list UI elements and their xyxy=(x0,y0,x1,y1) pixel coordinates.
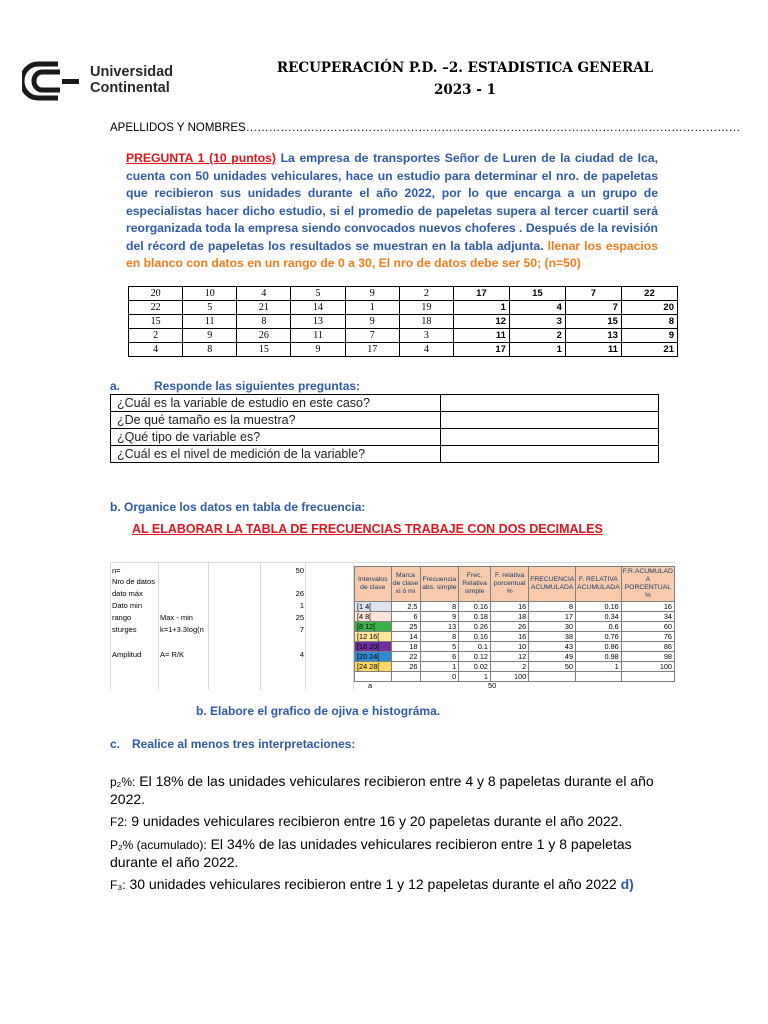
freq-interval-cell[interactable] xyxy=(355,672,392,682)
data-cell[interactable]: 10 xyxy=(183,287,237,301)
data-cell[interactable]: 17 xyxy=(453,287,509,301)
interpretation-1 xyxy=(110,773,680,808)
freq-cell[interactable]: 26 xyxy=(391,662,420,672)
logo-line1: Universidad xyxy=(90,64,173,80)
sheet-left-label: Dato min xyxy=(112,601,143,610)
sheet-left-formula: Max - min xyxy=(160,613,193,622)
logo-line2: Continental xyxy=(90,80,170,96)
data-table xyxy=(128,286,678,357)
freq-cell[interactable]: 1 xyxy=(459,672,491,682)
data-cell[interactable]: 22 xyxy=(129,301,183,315)
data-cell[interactable]: 21 xyxy=(621,343,677,357)
data-cell[interactable]: 11 xyxy=(291,329,345,343)
freq-cell[interactable]: 6 xyxy=(420,652,459,662)
interpretation-text: 30 unidades vehiculares recibieron entre 1 y 12 papeletas durante el año 2022 xyxy=(125,876,621,892)
sheet-left-value: 25 xyxy=(295,613,304,622)
freq-cell[interactable]: 18 xyxy=(391,642,420,652)
data-cell[interactable]: 4 xyxy=(509,301,565,315)
freq-cell[interactable]: 50 xyxy=(529,662,576,672)
freq-cell[interactable]: 12 xyxy=(490,652,528,662)
freq-cell[interactable]: 0.76 xyxy=(576,632,622,642)
sheet-left-label: n= xyxy=(112,566,121,575)
data-cell[interactable]: 9 xyxy=(291,343,345,357)
data-cell[interactable]: 1 xyxy=(345,301,399,315)
data-cell[interactable]: 17 xyxy=(345,343,399,357)
data-cell[interactable]: 2 xyxy=(399,287,453,301)
freq-row xyxy=(355,652,675,662)
data-cell[interactable]: 9 xyxy=(621,329,677,343)
sheet-left-label: rango xyxy=(112,613,132,622)
apellidos-field[interactable]: APELLIDOS Y NOMBRES………………………………………………………………………………………………………………… xyxy=(110,122,741,134)
freq-cell[interactable] xyxy=(391,672,420,682)
freq-cell[interactable]: 13 xyxy=(420,622,459,632)
freq-cell[interactable]: 10 xyxy=(490,642,528,652)
question-cell: ¿Cuál es la variable de estudio en este caso? xyxy=(111,395,441,412)
data-cell[interactable]: 13 xyxy=(565,329,621,343)
question-row xyxy=(111,412,659,429)
freq-interval-cell[interactable]: [12 16[ xyxy=(355,632,392,642)
question-row xyxy=(111,429,659,446)
answer-cell[interactable] xyxy=(441,412,659,429)
logo-text xyxy=(90,64,173,96)
freq-header-cell: FRECUENCIA ACUMULADA xyxy=(529,567,576,602)
freq-row xyxy=(355,612,675,622)
data-cell[interactable]: 12 xyxy=(453,315,509,329)
data-cell[interactable]: 15 xyxy=(237,343,291,357)
sheet-left-value: 4 xyxy=(299,650,304,659)
section-c-title xyxy=(110,737,355,751)
data-cell[interactable]: 8 xyxy=(621,315,677,329)
sheet-left-value: 1 xyxy=(299,601,304,610)
freq-row xyxy=(355,672,675,682)
data-cell[interactable]: 7 xyxy=(565,287,621,301)
data-cell[interactable]: 11 xyxy=(183,315,237,329)
freq-cell[interactable]: 0.16 xyxy=(576,602,622,612)
data-cell[interactable]: 2 xyxy=(129,329,183,343)
freq-interval-cell[interactable]: [4 8[ xyxy=(355,612,392,622)
freq-cell[interactable]: 0.18 xyxy=(459,612,491,622)
data-cell[interactable]: 7 xyxy=(345,329,399,343)
data-cell[interactable]: 15 xyxy=(565,315,621,329)
section-a-letter: a. xyxy=(110,379,121,393)
pregunta-instruction: llenar los espacios en blanco con datos en un rango de 0 a 30, El nro de datos debe ser 50; (n=50) xyxy=(126,238,658,270)
freq-cell[interactable]: 8 xyxy=(529,602,576,612)
interpretation-text: El 34% de las unidades vehiculares recibieron entre 1 y 8 papeletas durante el año 2022. xyxy=(110,836,632,870)
question-cell: ¿Qué tipo de variable es? xyxy=(111,429,441,446)
data-cell[interactable]: 7 xyxy=(565,301,621,315)
document-year: 2023 - 1 xyxy=(434,82,496,98)
freq-header-cell: Frec. Relativa simple xyxy=(459,567,491,602)
freq-cell[interactable]: 1 xyxy=(420,662,459,672)
section-a-text: Responde las siguientes preguntas: xyxy=(154,379,361,393)
freq-cell[interactable]: 0.6 xyxy=(576,622,622,632)
freq-cell[interactable]: 9 xyxy=(420,612,459,622)
freq-cell[interactable]: 16 xyxy=(621,602,674,612)
freq-cell[interactable]: 0.16 xyxy=(459,602,491,612)
data-cell[interactable]: 22 xyxy=(621,287,677,301)
freq-cell[interactable]: 100 xyxy=(621,662,674,672)
data-cell[interactable]: 17 xyxy=(453,343,509,357)
decimals-warning: AL ELABORAR LA TABLA DE FRECUENCIAS TRABAJE CON DOS DECIMALES xyxy=(132,522,603,536)
freq-cell[interactable]: 18 xyxy=(490,612,528,622)
question-row xyxy=(111,446,659,463)
freq-header-cell: Frecuencia abs. simple xyxy=(420,567,459,602)
data-cell[interactable]: 4 xyxy=(399,343,453,357)
section-c-letter: c. xyxy=(110,737,121,751)
freq-cell[interactable]: 16 xyxy=(490,632,528,642)
data-cell[interactable]: 9 xyxy=(345,315,399,329)
freq-interval-cell[interactable]: [24 28[ xyxy=(355,662,392,672)
interpretation-label: F2: xyxy=(110,815,128,829)
data-cell[interactable]: 15 xyxy=(129,315,183,329)
data-cell[interactable]: 21 xyxy=(237,301,291,315)
sheet-left-label: Nro de datos xyxy=(112,577,155,586)
frequency-table xyxy=(354,566,675,682)
freq-header-cell: F. relativa porcentual % xyxy=(490,567,528,602)
interpretation-2 xyxy=(110,813,680,831)
interpretation-text: El 18% de las unidades vehiculares recibieron entre 4 y 8 papeletas durante el año 2022. xyxy=(110,773,654,807)
data-cell[interactable]: 19 xyxy=(399,301,453,315)
data-row xyxy=(129,287,678,301)
data-cell[interactable]: 4 xyxy=(129,343,183,357)
freq-row xyxy=(355,602,675,612)
data-cell[interactable]: 9 xyxy=(345,287,399,301)
sheet-left-value: 50 xyxy=(295,566,304,575)
data-cell[interactable]: 4 xyxy=(237,287,291,301)
freq-cell[interactable]: 60 xyxy=(621,622,674,632)
pregunta-label: PREGUNTA 1 (10 puntos) xyxy=(126,151,276,165)
data-cell[interactable]: 9 xyxy=(183,329,237,343)
sheet-left-label: sturges xyxy=(112,625,137,634)
sheet-left-value: 7 xyxy=(299,625,304,634)
freq-cell[interactable]: 38 xyxy=(529,632,576,642)
data-cell[interactable]: 26 xyxy=(237,329,291,343)
freq-cell[interactable]: 2.5 xyxy=(391,602,420,612)
data-cell[interactable]: 8 xyxy=(237,315,291,329)
interpretation-suffix: d) xyxy=(620,876,634,892)
pregunta-1 xyxy=(126,150,658,273)
answer-cell[interactable] xyxy=(441,446,659,463)
freq-cell[interactable]: 22 xyxy=(391,652,420,662)
freq-cell[interactable] xyxy=(576,672,622,682)
freq-cell[interactable] xyxy=(621,672,674,682)
interpretation-text: 9 unidades vehiculares recibieron entre 16 y 20 papeletas durante el año 2022. xyxy=(127,813,623,829)
data-cell[interactable]: 2 xyxy=(509,329,565,343)
data-row xyxy=(129,301,678,315)
interpretation-label: F₃: xyxy=(110,878,126,892)
freq-cell[interactable]: 0.12 xyxy=(459,652,491,662)
data-cell[interactable]: 13 xyxy=(291,315,345,329)
data-cell[interactable]: 20 xyxy=(621,301,677,315)
question-row xyxy=(111,395,659,412)
freq-cell[interactable]: 14 xyxy=(391,632,420,642)
freq-interval-cell[interactable]: [1 4[ xyxy=(355,602,392,612)
data-row xyxy=(129,343,678,357)
freq-cell[interactable]: 1 xyxy=(576,662,622,672)
interpretation-label: P₂% (acumulado): xyxy=(110,838,207,852)
freq-cell[interactable]: 16 xyxy=(490,602,528,612)
freq-cell[interactable]: 0.98 xyxy=(576,652,622,662)
freq-cell[interactable]: 98 xyxy=(621,652,674,662)
section-a-title xyxy=(110,379,360,393)
sheet-bottom-mark: a xyxy=(368,681,373,690)
freq-row xyxy=(355,632,675,642)
question-cell: ¿De qué tamaño es la muestra? xyxy=(111,412,441,429)
freq-interval-cell[interactable]: [8 12[ xyxy=(355,622,392,632)
freq-cell[interactable]: 26 xyxy=(490,622,528,632)
data-cell[interactable]: 18 xyxy=(399,315,453,329)
freq-cell[interactable]: 0.86 xyxy=(576,642,622,652)
freq-cell[interactable]: 17 xyxy=(529,612,576,622)
freq-row xyxy=(355,642,675,652)
freq-cell[interactable]: 76 xyxy=(621,632,674,642)
data-cell[interactable]: 1 xyxy=(453,301,509,315)
question-cell: ¿Cuál es el nivel de medición de la variable? xyxy=(111,446,441,463)
interpretation-4 xyxy=(110,876,680,894)
freq-cell[interactable]: 86 xyxy=(621,642,674,652)
frequency-spreadsheet xyxy=(110,562,675,692)
sheet-left-label: Amplitud xyxy=(112,650,142,659)
sheet-left-formula: A= R/K xyxy=(160,650,184,659)
section-b-title: b. Organice los datos en tabla de frecuencia: xyxy=(110,500,366,514)
data-cell[interactable]: 11 xyxy=(565,343,621,357)
sheet-left-formula: k=1+3.3log(n xyxy=(160,625,204,634)
freq-header-cell: F. RELATIVA ACUMULADA xyxy=(576,567,622,602)
answer-cell[interactable] xyxy=(441,395,659,412)
section-c-text: Realice al menos tres interpretaciones: xyxy=(132,737,356,751)
sheet-left-value: 26 xyxy=(295,589,304,598)
freq-interval-cell[interactable]: [16 20[ xyxy=(355,642,392,652)
data-row xyxy=(129,315,678,329)
freq-cell[interactable]: 0.16 xyxy=(459,632,491,642)
freq-cell[interactable]: 0.26 xyxy=(459,622,491,632)
freq-cell[interactable]: 0.1 xyxy=(459,642,491,652)
freq-row xyxy=(355,662,675,672)
data-cell[interactable]: 8 xyxy=(183,343,237,357)
freq-cell[interactable] xyxy=(529,672,576,682)
data-cell[interactable]: 11 xyxy=(453,329,509,343)
freq-cell[interactable]: 0.34 xyxy=(576,612,622,622)
interpretation-label: p₂%: xyxy=(110,775,136,789)
sheet-bottom-mark: 50 xyxy=(488,681,497,690)
freq-row xyxy=(355,622,675,632)
freq-cell[interactable]: 0.02 xyxy=(459,662,491,672)
freq-cell[interactable]: 0 xyxy=(420,672,459,682)
data-cell[interactable]: 14 xyxy=(291,301,345,315)
freq-header-cell: Intervalos de clase xyxy=(355,567,392,602)
freq-cell[interactable]: 2 xyxy=(490,662,528,672)
data-cell[interactable]: 20 xyxy=(129,287,183,301)
data-cell[interactable]: 15 xyxy=(509,287,565,301)
freq-cell[interactable]: 43 xyxy=(529,642,576,652)
document-title: RECUPERACIÓN P.D. –2. ESTADISTICA GENERAL xyxy=(276,60,654,76)
freq-cell[interactable]: 6 xyxy=(391,612,420,622)
freq-cell[interactable]: 49 xyxy=(529,652,576,662)
freq-interval-cell[interactable]: [20 24[ xyxy=(355,652,392,662)
freq-header-cell: Marca de clase xi ó mi xyxy=(391,567,420,602)
freq-cell[interactable]: 8 xyxy=(420,602,459,612)
freq-cell[interactable]: 100 xyxy=(490,672,528,682)
data-cell[interactable]: 5 xyxy=(291,287,345,301)
freq-cell[interactable]: 25 xyxy=(391,622,420,632)
questions-table xyxy=(110,394,659,463)
sheet-left-label: dato máx xyxy=(112,589,143,598)
freq-cell[interactable]: 8 xyxy=(420,632,459,642)
data-cell[interactable]: 3 xyxy=(399,329,453,343)
section-b2-title: b. Elabore el grafico de ojiva e histográma. xyxy=(196,704,441,718)
freq-cell[interactable]: 34 xyxy=(621,612,674,622)
pregunta-text: La empresa de transportes Señor de Luren de la ciudad de Ica, cuenta con 50 unidades vehiculares, hace un estudio para determinar el nro. de papeletas que recibieron sus unidades durante el año 2022, por lo que encarga a un grupo de especialistas hacer dicho estudio, si el promedio de papeletas supera al tercer cuartil será reorganizada toda la empresa siendo convocados nuevos choferes . Después de la revisión del récord de papeletas los resultados se muestran en la tabla adjunta. xyxy=(126,151,658,253)
interpretation-3 xyxy=(110,836,680,871)
answer-cell[interactable] xyxy=(441,429,659,446)
data-cell[interactable]: 3 xyxy=(509,315,565,329)
freq-cell[interactable]: 30 xyxy=(529,622,576,632)
data-cell[interactable]: 1 xyxy=(509,343,565,357)
freq-header-cell: F.R.ACUMULAD A PORCENTUAL % xyxy=(621,567,674,602)
data-cell[interactable]: 5 xyxy=(183,301,237,315)
freq-cell[interactable]: 5 xyxy=(420,642,459,652)
data-row xyxy=(129,329,678,343)
